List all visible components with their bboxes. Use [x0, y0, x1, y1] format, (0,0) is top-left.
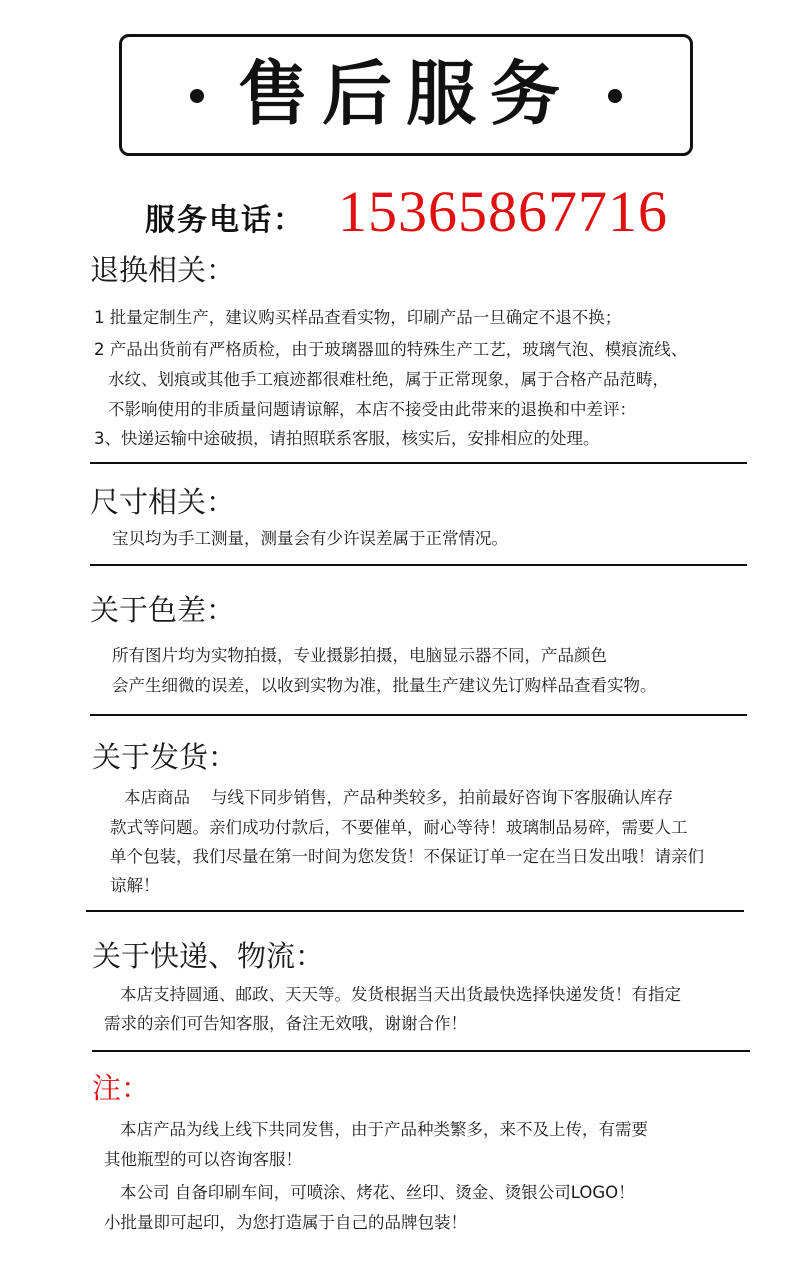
section-line: 需求的亲们可告知客服，备注无效哦，谢谢合作！ [104, 1014, 467, 1033]
section-line: 所有图片均为实物拍摄，专业摄影拍摄，电脑显示器不同，产品颜色 [112, 646, 607, 665]
section-heading-shipping: 关于发货： [92, 740, 238, 774]
section-line: 其他瓶型的可以咨询客服！ [104, 1150, 302, 1169]
section-heading-size: 尺寸相关： [90, 485, 236, 519]
section-line: 小批量即可起印，为您打造属于自己的品牌包装！ [104, 1213, 467, 1232]
section-line: 宝贝均为手工测量，测量会有少许误差属于正常情况。 [112, 529, 508, 548]
section-heading-returns: 退换相关： [90, 253, 236, 287]
section-line: 2 产品出货前有严格质检，由于玻璃器皿的特殊生产工艺，玻璃气泡、模痕流线、 [94, 340, 688, 359]
section-line: 本店支持圆通、邮政、天天等。发货根据当天出货最快选择快递发货！有指定 [120, 985, 681, 1004]
section-line: 不影响使用的非质量问题请谅解，本店不接受由此带来的退换和中差评： [108, 400, 636, 419]
section-divider [90, 714, 747, 716]
section-line: 谅解！ [110, 876, 160, 895]
section-divider [90, 462, 747, 464]
title-banner [119, 34, 693, 156]
bullet-dot-right [608, 89, 622, 103]
section-line: 款式等问题。亲们成功付款后，不要催单，耐心等待！玻璃制品易碎，需要人工 [110, 818, 688, 837]
section-line: 本店产品为线上线下共同发售，由于产品种类繁多，来不及上传，有需要 [120, 1120, 648, 1139]
phone-label: 服务电话： [145, 203, 305, 238]
section-line: 3、快递运输中途破损，请拍照联系客服，核实后，安排相应的处理。 [94, 429, 600, 448]
banner-title: 售后服务 [238, 52, 574, 135]
section-heading-color: 关于色差： [90, 593, 236, 627]
section-heading-note: 注： [92, 1071, 151, 1105]
phone-number: 15365867716 [338, 179, 668, 244]
section-line: 1 批量定制生产，建议购买样品查看实物，印刷产品一旦确定不退不换； [94, 308, 622, 327]
section-line: 本公司 自备印刷车间，可喷涂、烤花、丝印、烫金、烫银公司LOGO！ [120, 1183, 635, 1202]
section-divider [86, 910, 744, 912]
section-line: 会产生细微的误差，以收到实物为准，批量生产建议先订购样品查看实物。 [112, 676, 657, 695]
section-line: 单个包装，我们尽量在第一时间为您发货！不保证订单一定在当日发出哦！请亲们 [110, 847, 704, 866]
section-heading-delivery: 关于快递、物流： [92, 939, 325, 973]
section-line: 水纹、划痕或其他手工痕迹都很难杜绝，属于正常现象，属于合格产品范畴， [108, 370, 669, 389]
section-line: 本店商品 与线下同步销售，产品种类较多，拍前最好咨询下客服确认库存 [124, 788, 673, 807]
section-divider [90, 564, 747, 566]
section-divider [92, 1050, 750, 1052]
